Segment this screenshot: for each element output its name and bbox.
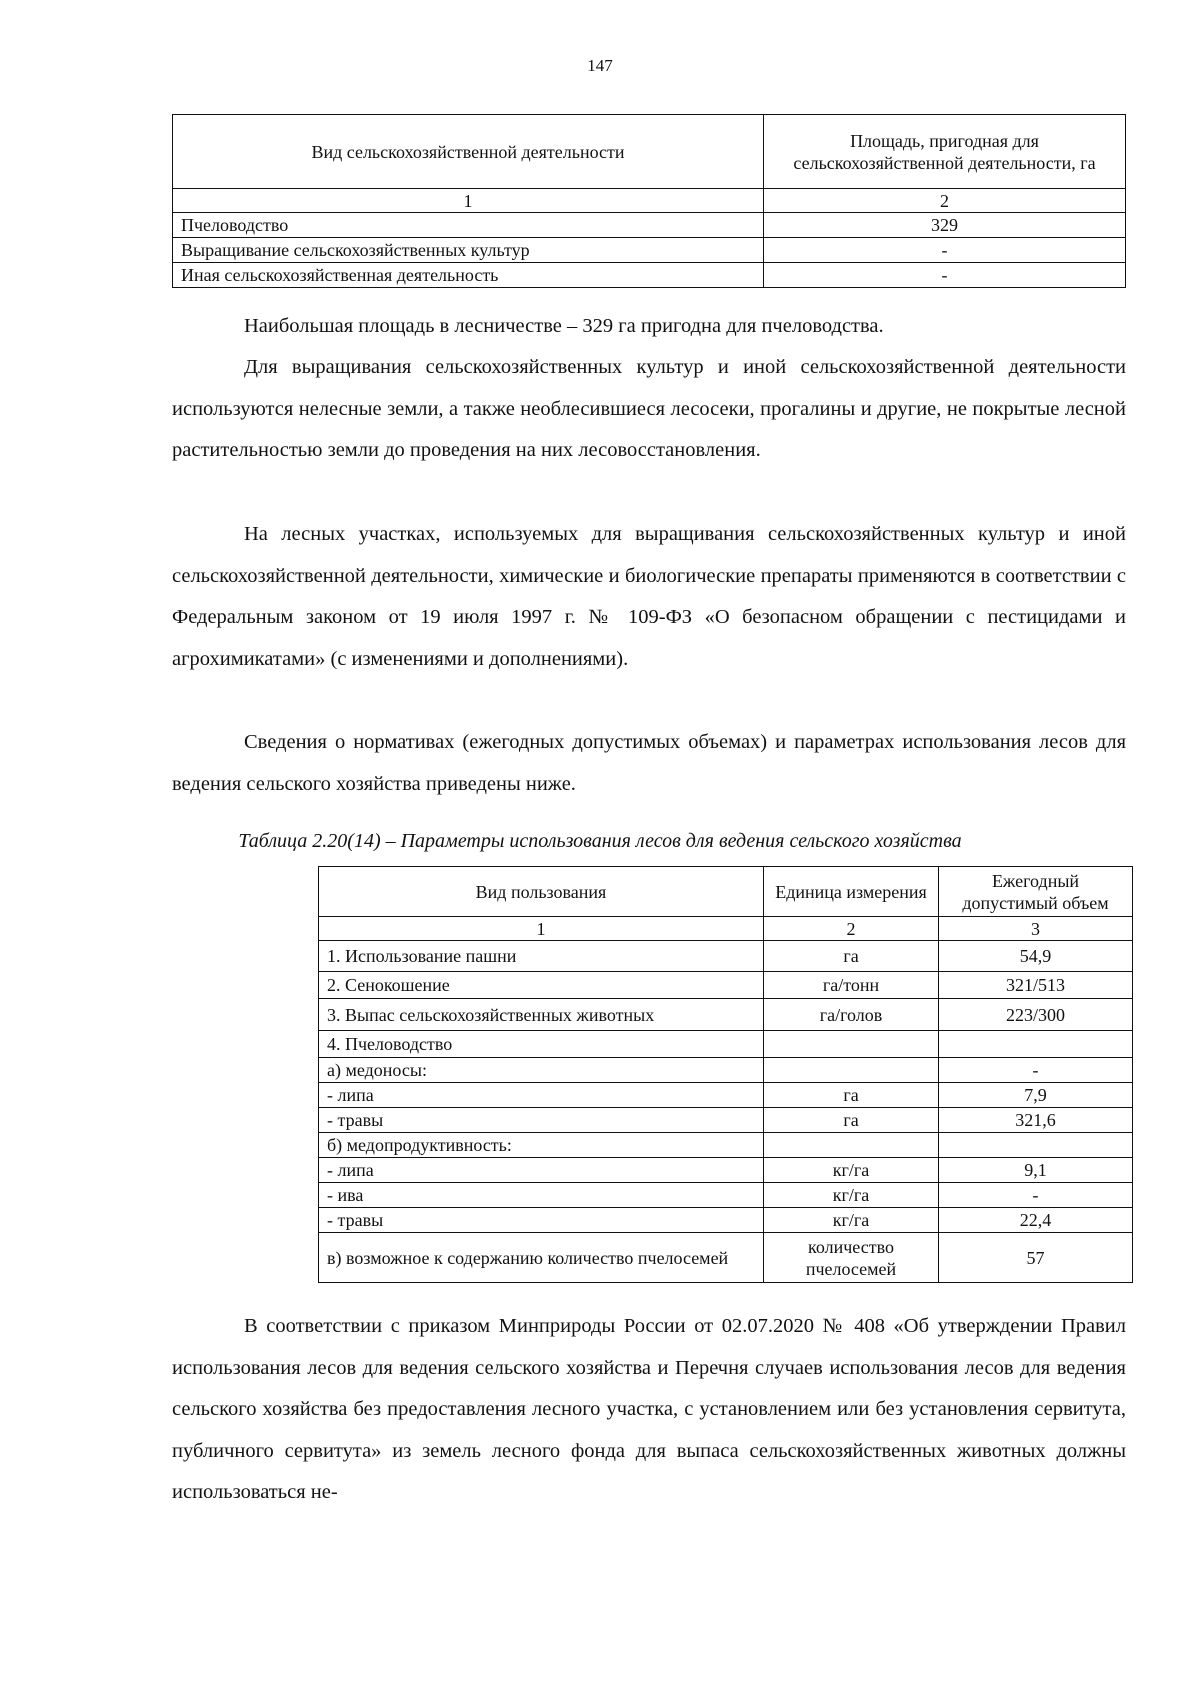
table-cell: 9,1	[939, 1158, 1133, 1183]
header-cell: Ежегодный допустимый объем	[939, 867, 1133, 917]
paragraph: Для выращивания сельскохозяйственных культур и иной сельскохозяйственной деятельности используются нелесные земли, а также необлесившиеся лесосеки, прогалины и другие, не покрытые лесной растительностью земли до проведения на них лесовосстановления.	[172, 356, 1126, 461]
table-cell: - травы	[319, 1208, 764, 1233]
table-row	[319, 972, 1133, 999]
table-header-row	[173, 115, 1126, 189]
table-cell: 1	[319, 917, 764, 941]
table-cell: 22,4	[939, 1208, 1133, 1233]
table-cell: -	[764, 238, 1126, 263]
table-cell: - липа	[319, 1083, 764, 1108]
table-cell: га	[764, 941, 939, 972]
table-cell	[939, 1133, 1133, 1158]
table-cell: 1. Использование пашни	[319, 941, 764, 972]
table-row	[319, 1233, 1133, 1283]
table-row	[319, 1108, 1133, 1133]
table-cell: 2	[764, 189, 1126, 213]
header-cell: Вид сельскохозяйственной деятельности	[173, 115, 764, 189]
table-row	[173, 238, 1126, 263]
table-row	[319, 1031, 1133, 1058]
table-cell: га/голов	[764, 999, 939, 1031]
table-cell: кг/га	[764, 1158, 939, 1183]
table-cell: 3	[939, 917, 1133, 941]
table-cell: -	[939, 1183, 1133, 1208]
table-cell: 7,9	[939, 1083, 1133, 1108]
table-usage-parameters	[318, 866, 1133, 1283]
table-cell: в) возможное к содержанию количество пчелосемей	[319, 1233, 764, 1283]
table-cell: 2	[764, 917, 939, 941]
table-cell: - липа	[319, 1158, 764, 1183]
table-row	[319, 1158, 1133, 1183]
table-cell: Пчеловодство	[173, 213, 764, 238]
table-cell	[764, 1031, 939, 1058]
header-cell: Площадь, пригодная для сельскохозяйственной деятельности, га	[764, 115, 1126, 189]
table-cell: 223/300	[939, 999, 1133, 1031]
paragraph: Наибольшая площадь в лесничестве – 329 га пригодна для пчеловодства.	[244, 315, 884, 337]
table-row	[319, 1083, 1133, 1108]
table-cell: 1	[173, 189, 764, 213]
table-cell: 4. Пчеловодство	[319, 1031, 764, 1058]
header-cell: Единица измерения	[764, 867, 939, 917]
table-caption: Таблица 2.20(14) – Параметры использования лесов для ведения сельского хозяйства	[238, 830, 962, 852]
paragraph: Сведения о нормативах (ежегодных допустимых объемах) и параметрах использования лесов для ведения сельского хозяйства приведены ниже.	[172, 731, 1126, 795]
table-cell: га/тонн	[764, 972, 939, 999]
table-cell: 321,6	[939, 1108, 1133, 1133]
table-cell	[939, 1031, 1133, 1058]
table-cell: 57	[939, 1233, 1133, 1283]
table-cell: га	[764, 1083, 939, 1108]
paragraph: На лесных участках, используемых для выращивания сельскохозяйственных культур и иной сельскохозяйственной деятельности, химические и биологические препараты применяются в соответствии с Федеральным законом от 19 июля 1997 г. № 109-ФЗ «О безопасном обращении с пестицидами и агрохимикатами» (с изменениями и дополнениями).	[172, 523, 1126, 670]
table-row	[319, 1208, 1133, 1233]
table-row	[319, 1058, 1133, 1083]
table-cell: Выращивание сельскохозяйственных культур	[173, 238, 764, 263]
table-agricultural-area	[172, 114, 1126, 288]
table-row	[319, 1183, 1133, 1208]
table-cell: кг/га	[764, 1208, 939, 1233]
column-number-row	[319, 917, 1133, 941]
table-header-row	[319, 867, 1133, 917]
table-cell: 329	[764, 213, 1126, 238]
table-row	[173, 263, 1126, 288]
table-cell: б) медопродуктивность:	[319, 1133, 764, 1158]
table-cell	[764, 1058, 939, 1083]
table-cell: 3. Выпас сельскохозяйственных животных	[319, 999, 764, 1031]
table-cell: - травы	[319, 1108, 764, 1133]
table-cell: - ива	[319, 1183, 764, 1208]
closing-paragraph: В соответствии с приказом Минприроды России от 02.07.2020 № 408 «Об утверждении Правил использования лесов для ведения сельского хозяйства и Перечня случаев использования лесов для ведения сельского хозяйства без предоставления лесного участка, с установлением или без установления сервитута, публичного сервитута» из земель лесного фонда для выпаса сельскохозяйственных животных должны использоваться не-	[172, 1315, 1126, 1503]
table-cell: -	[764, 263, 1126, 288]
table-row	[319, 999, 1133, 1031]
table-cell: 321/513	[939, 972, 1133, 999]
page-number: 147	[587, 56, 613, 75]
table-row	[173, 213, 1126, 238]
table-cell: -	[939, 1058, 1133, 1083]
table-cell: Иная сельскохозяйственная деятельность	[173, 263, 764, 288]
table-cell: 2. Сенокошение	[319, 972, 764, 999]
table-cell: га	[764, 1108, 939, 1133]
table-cell: кг/га	[764, 1183, 939, 1208]
table-row	[319, 941, 1133, 972]
table-cell	[764, 1133, 939, 1158]
table-cell: количество пчелосемей	[764, 1233, 939, 1283]
table-cell: 54,9	[939, 941, 1133, 972]
table-row	[319, 1133, 1133, 1158]
column-number-row	[173, 189, 1126, 213]
table-cell: а) медоносы:	[319, 1058, 764, 1083]
header-cell: Вид пользования	[319, 867, 764, 917]
